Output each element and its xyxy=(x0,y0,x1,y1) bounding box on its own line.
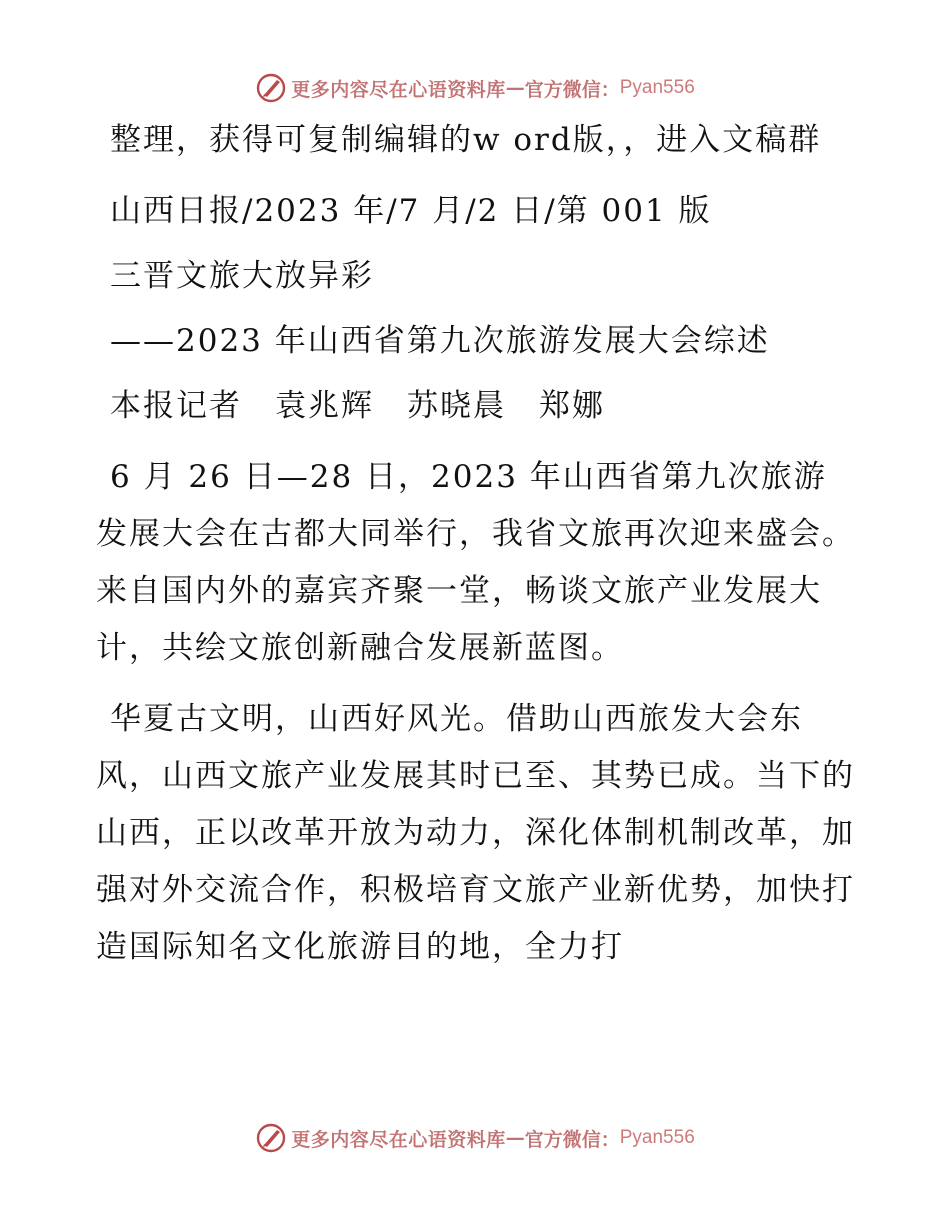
article-title: 三晋文旅大放异彩 xyxy=(110,258,374,294)
quill-seal-icon xyxy=(255,72,287,104)
paragraph-1: 6 月 26 日—28 日，2023 年山西省第九次旅游发展大会在古都大同举行，我省文旅再次迎来盛会。来自国内外的嘉宾齐聚一堂，畅谈文旅产业发展大计，共绘文旅创新融合发展新蓝图。 xyxy=(96,459,855,666)
banner-separator: — xyxy=(505,77,525,99)
banner-site-text: 更多内容尽在心语资料库 xyxy=(291,78,506,101)
article-subtitle: ——2023 年山西省第九次旅游发展大会综述 xyxy=(110,323,770,359)
banner-wechat-label: 官方微信： xyxy=(524,1128,620,1151)
paragraph-2: 华夏古文明，山西好风光。借助山西旅发大会东风，山西文旅产业发展其时已至、其势已成。当下的山西，正以改革开放为动力，深化体制机制改革，加强对外交流合作，积极培育文旅产业新优势，加快打造国际知名文化旅游目的地，全力打 xyxy=(96,701,855,965)
header-banner xyxy=(0,68,950,108)
banner-wechat-label: 官方微信： xyxy=(524,78,620,101)
intro-line: 整理，获得可复制编辑的w ord版，，进入文稿群 xyxy=(110,122,822,158)
banner-wechat-id: Pyan556 xyxy=(619,77,695,98)
article-byline: 本报记者 袁兆辉 苏晓晨 郑娜 xyxy=(110,388,605,424)
banner-wechat-id: Pyan556 xyxy=(619,1127,695,1148)
source-line: 山西日报/2023 年/7 月/2 日/第 001 版 xyxy=(110,193,712,229)
quill-seal-icon xyxy=(255,1122,287,1154)
banner-separator: — xyxy=(505,1127,525,1149)
document-body xyxy=(96,112,856,976)
banner-site-text: 更多内容尽在心语资料库 xyxy=(291,1128,506,1151)
footer-banner xyxy=(0,1118,950,1158)
